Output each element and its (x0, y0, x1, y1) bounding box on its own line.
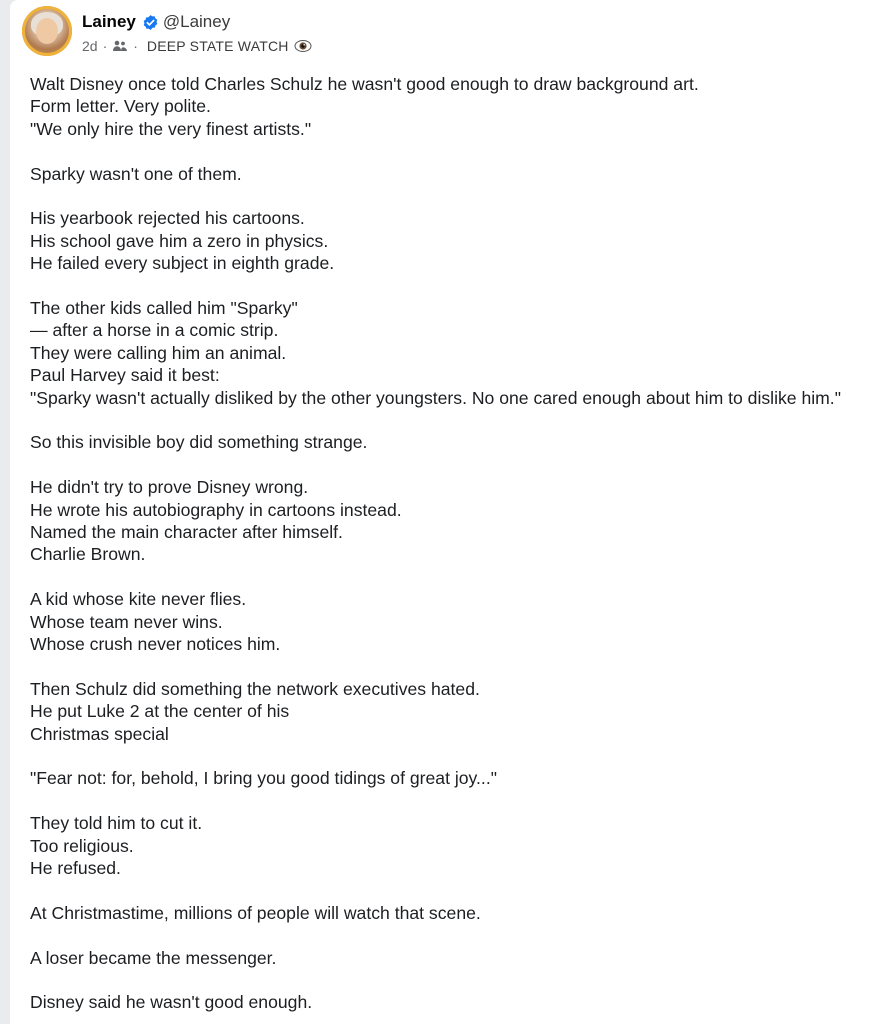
author-row (82, 12, 312, 32)
paragraph-gap (30, 924, 890, 946)
paragraph-gap (30, 185, 890, 207)
post-paragraph: Sparky wasn't one of them. (30, 163, 242, 184)
post-paragraph: The other kids called him "Sparky" — after a horse in a comic strip. They were calling him an animal. Paul Harvey said it best: "Sparky wasn't actually disliked by the other youngsters. No one cared enough about him to dislike him." (30, 298, 841, 408)
post-text (30, 73, 890, 1014)
author-handle[interactable]: @Lainey (162, 12, 231, 31)
paragraph-gap (30, 790, 890, 812)
post-paragraph: Walt Disney once told Charles Schulz he wasn't good enough to draw background art. Form letter. Very polite. "We only hire the very finest artists." (30, 74, 699, 139)
paragraph-gap (30, 140, 890, 162)
post-subline (82, 38, 312, 54)
post-paragraph: So this invisible boy did something strange. (30, 432, 368, 453)
group-name[interactable]: DEEP STATE WATCH (146, 38, 289, 54)
paragraph-gap (30, 409, 890, 431)
post-paragraph: They told him to cut it. Too religious. He refused. (30, 813, 203, 879)
post-paragraph: He didn't try to prove Disney wrong. He wrote his autobiography in cartoons instead. Named the main character after himself. Charlie Brown. (30, 477, 402, 565)
separator-dot: · (133, 38, 138, 54)
separator-dot: · (102, 38, 108, 54)
post-card (10, 0, 892, 1024)
avatar[interactable] (22, 6, 72, 56)
post-paragraph: Then Schulz did something the network executives hated. He put Luke 2 at the center of his Christmas special (30, 678, 480, 744)
paragraph-gap (30, 655, 890, 677)
paragraph-gap (30, 275, 890, 297)
post-paragraph: "Fear not: for, behold, I bring you good tidings of great joy..." (30, 768, 497, 789)
post-paragraph: Disney said he wasn't good enough. (30, 992, 313, 1013)
post-header (22, 6, 312, 62)
avatar-face (36, 18, 58, 44)
post-time[interactable]: 2d (82, 38, 98, 54)
post-meta (82, 12, 312, 54)
paragraph-gap (30, 566, 890, 588)
post-paragraph: A loser became the messenger. (30, 947, 277, 968)
paragraph-gap (30, 454, 890, 476)
group-icon (112, 39, 128, 53)
paragraph-gap (30, 969, 890, 991)
eye-emoji-icon (294, 39, 312, 53)
post-paragraph: A kid whose kite never flies. Whose team never wins. Whose crush never notices him. (30, 589, 281, 655)
author-name[interactable]: Lainey (82, 12, 136, 31)
post-paragraph: At Christmastime, millions of people will watch that scene. (30, 902, 481, 923)
post-paragraph: His yearbook rejected his cartoons. His school gave him a zero in physics. He failed every subject in eighth grade. (30, 208, 335, 274)
paragraph-gap (30, 745, 890, 767)
paragraph-gap (30, 879, 890, 901)
verified-badge-icon (142, 14, 159, 31)
